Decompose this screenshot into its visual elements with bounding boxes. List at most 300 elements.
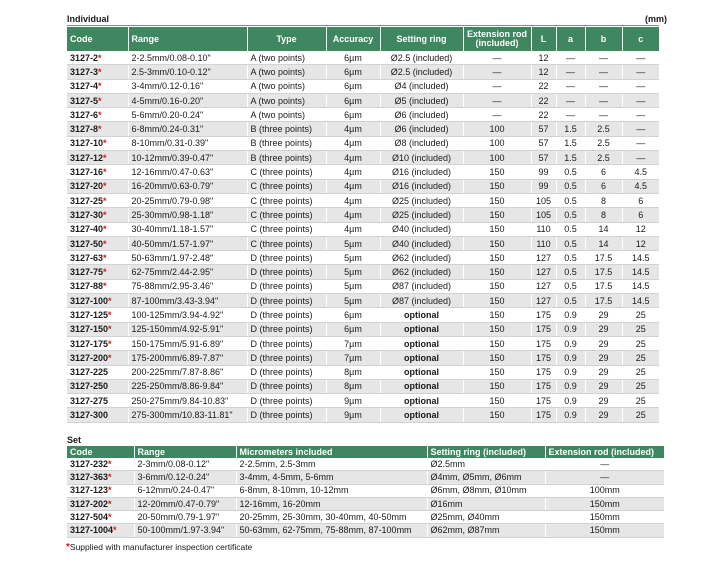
header-b: b: [585, 27, 622, 51]
code-cell: [67, 236, 128, 250]
type-cell: D (three points): [247, 365, 326, 379]
setting-ring-cell: Ø16 (included): [380, 165, 463, 179]
a-cell: 0.5: [556, 294, 585, 308]
certificate-star: *: [108, 511, 112, 522]
code-text: 3127-50: [70, 238, 104, 249]
b-cell: 2.5: [585, 136, 622, 150]
type-cell: D (three points): [247, 336, 326, 350]
L-cell: 22: [531, 79, 556, 93]
b-cell: 29: [585, 308, 622, 322]
type-cell: C (three points): [247, 179, 326, 193]
accuracy-cell: 4µm: [326, 165, 380, 179]
code-text: 3127-16: [70, 167, 104, 178]
extension-rod-cell: 150: [463, 394, 531, 408]
a-cell: 0.9: [556, 408, 585, 422]
L-cell: 12: [531, 65, 556, 79]
b-cell: 29: [585, 379, 622, 393]
accuracy-cell: 6µm: [326, 322, 380, 336]
b-cell: 17.5: [585, 265, 622, 279]
setting-ring-cell: Ø8 (included): [380, 136, 463, 150]
extension-rod-cell: 150: [463, 208, 531, 222]
c-cell: —: [622, 136, 659, 150]
code-text: 3127-200: [70, 352, 109, 363]
accuracy-cell: 7µm: [326, 351, 380, 365]
table-row: [67, 51, 659, 65]
set-header-setting-ring: Setting ring (included): [427, 446, 545, 458]
type-cell: D (three points): [247, 265, 326, 279]
table-row: [67, 93, 659, 107]
a-cell: 0.9: [556, 322, 585, 336]
c-cell: 6: [622, 208, 659, 222]
code-cell: [67, 151, 128, 165]
type-cell: D (three points): [247, 251, 326, 265]
c-cell: —: [622, 151, 659, 165]
type-cell: C (three points): [247, 193, 326, 207]
L-cell: 175: [531, 365, 556, 379]
L-cell: 175: [531, 379, 556, 393]
a-cell: 0.9: [556, 394, 585, 408]
set-micrometers-cell: 6-8mm, 8-10mm, 10-12mm: [236, 484, 427, 497]
certificate-star: *: [103, 195, 107, 206]
b-cell: 29: [585, 408, 622, 422]
accuracy-cell: 6µm: [326, 65, 380, 79]
table-row: [67, 236, 659, 250]
set-table: [67, 446, 664, 538]
b-cell: 6: [585, 179, 622, 193]
certificate-star: *: [103, 224, 107, 235]
set-setting-ring-cell: Ø4mm, Ø5mm, Ø6mm: [427, 471, 545, 484]
set-micrometers-cell: 50-63mm, 62-75mm, 75-88mm, 87-100mm: [236, 524, 427, 537]
code-text: 3127-3: [70, 66, 99, 77]
setting-ring-cell: Ø2.5 (included): [380, 51, 463, 65]
setting-ring-cell: optional: [380, 408, 463, 422]
set-setting-ring-cell: Ø16mm: [427, 497, 545, 510]
code-text: 3127-8: [70, 124, 99, 135]
accuracy-cell: 6µm: [326, 51, 380, 65]
a-cell: —: [556, 51, 585, 65]
L-cell: 127: [531, 294, 556, 308]
extension-rod-cell: 150: [463, 336, 531, 350]
set-code-text: 3127-202: [70, 498, 109, 509]
unit-label: (mm): [645, 14, 667, 24]
footnote-star: *: [66, 542, 70, 553]
extension-rod-cell: 150: [463, 165, 531, 179]
extension-rod-cell: 150: [463, 222, 531, 236]
header-type: Type: [247, 27, 326, 51]
set-extension-rod-cell: 150mm: [545, 497, 664, 510]
c-cell: 25: [622, 379, 659, 393]
code-text: 3127-150: [70, 324, 109, 335]
set-range-cell: 20-50mm/0.79-1.97": [134, 511, 236, 524]
set-code-text: 3127-1004: [70, 525, 114, 536]
individual-divider: [67, 25, 659, 26]
range-cell: 75-88mm/2.95-3.46": [128, 279, 247, 293]
range-cell: 20-25mm/0.79-0.98": [128, 193, 247, 207]
range-cell: 150-175mm/5.91-6.89": [128, 336, 247, 350]
a-cell: 0.5: [556, 279, 585, 293]
c-cell: 25: [622, 336, 659, 350]
setting-ring-cell: optional: [380, 336, 463, 350]
type-cell: D (three points): [247, 351, 326, 365]
set-micrometers-cell: 3-4mm, 4-5mm, 5-6mm: [236, 471, 427, 484]
table-row: [67, 122, 659, 136]
certificate-star: *: [108, 309, 112, 320]
setting-ring-cell: Ø6 (included): [380, 108, 463, 122]
range-cell: 4-5mm/0.16-0.20": [128, 93, 247, 107]
header-range: Range: [128, 27, 247, 51]
code-text: 3127-250: [70, 381, 109, 392]
certificate-star: *: [98, 81, 102, 92]
accuracy-cell: 4µm: [326, 122, 380, 136]
table-row: [67, 308, 659, 322]
accuracy-cell: 4µm: [326, 222, 380, 236]
type-cell: D (three points): [247, 322, 326, 336]
setting-ring-cell: Ø5 (included): [380, 93, 463, 107]
range-cell: 275-300mm/10.83-11.81": [128, 408, 247, 422]
setting-ring-cell: Ø25 (included): [380, 208, 463, 222]
L-cell: 110: [531, 236, 556, 250]
code-cell: [67, 351, 128, 365]
type-cell: C (three points): [247, 236, 326, 250]
accuracy-cell: 5µm: [326, 251, 380, 265]
range-cell: 62-75mm/2.44-2.95": [128, 265, 247, 279]
certificate-star: *: [103, 181, 107, 192]
individual-section-title: Individual: [67, 14, 110, 24]
c-cell: —: [622, 79, 659, 93]
table-row: [67, 471, 664, 484]
a-cell: —: [556, 79, 585, 93]
c-cell: 14.5: [622, 265, 659, 279]
accuracy-cell: 4µm: [326, 193, 380, 207]
code-text: 3127-63: [70, 252, 104, 263]
table-row: [67, 265, 659, 279]
extension-rod-cell: 100: [463, 122, 531, 136]
c-cell: —: [622, 65, 659, 79]
extension-rod-cell: 150: [463, 279, 531, 293]
table-row: [67, 151, 659, 165]
code-cell: [67, 122, 128, 136]
header-accuracy: Accuracy: [326, 27, 380, 51]
code-text: 3127-30: [70, 209, 104, 220]
code-cell: [67, 208, 128, 222]
certificate-star: *: [108, 471, 112, 482]
extension-rod-cell: 150: [463, 365, 531, 379]
code-cell: [67, 65, 128, 79]
extension-rod-cell: 150: [463, 251, 531, 265]
code-text: 3127-5: [70, 95, 99, 106]
range-cell: 3-4mm/0.12-0.16": [128, 79, 247, 93]
setting-ring-cell: Ø87 (included): [380, 279, 463, 293]
table-row: [67, 458, 664, 471]
table-row: [67, 408, 659, 422]
c-cell: 12: [622, 222, 659, 236]
range-cell: 30-40mm/1.18-1.57": [128, 222, 247, 236]
b-cell: —: [585, 93, 622, 107]
set-section-title: Set: [67, 435, 82, 445]
b-cell: —: [585, 108, 622, 122]
certificate-star: *: [108, 295, 112, 306]
header-setting-ring: Setting ring: [380, 27, 463, 51]
code-text: 3127-100: [70, 295, 109, 306]
c-cell: 25: [622, 351, 659, 365]
a-cell: 1.5: [556, 151, 585, 165]
L-cell: 99: [531, 179, 556, 193]
L-cell: 175: [531, 408, 556, 422]
L-cell: 99: [531, 165, 556, 179]
extension-rod-cell: 150: [463, 179, 531, 193]
L-cell: 57: [531, 151, 556, 165]
a-cell: 0.9: [556, 379, 585, 393]
table-row: [67, 222, 659, 236]
certificate-star: *: [108, 338, 112, 349]
setting-ring-cell: Ø16 (included): [380, 179, 463, 193]
table-row: [67, 351, 659, 365]
set-code-cell: [67, 484, 134, 497]
a-cell: 0.5: [556, 179, 585, 193]
range-cell: 125-150mm/4.92-5.91": [128, 322, 247, 336]
table-row: [67, 251, 659, 265]
code-cell: [67, 308, 128, 322]
table-row: [67, 279, 659, 293]
type-cell: A (two points): [247, 93, 326, 107]
b-cell: 29: [585, 322, 622, 336]
L-cell: 105: [531, 208, 556, 222]
L-cell: 57: [531, 122, 556, 136]
table-row: [67, 524, 664, 537]
certificate-star: *: [108, 352, 112, 363]
set-micrometers-cell: 2-2.5mm, 2.5-3mm: [236, 458, 427, 471]
L-cell: 105: [531, 193, 556, 207]
a-cell: 0.5: [556, 208, 585, 222]
accuracy-cell: 5µm: [326, 236, 380, 250]
certificate-star: *: [103, 238, 107, 249]
set-setting-ring-cell: Ø2.5mm: [427, 458, 545, 471]
accuracy-cell: 4µm: [326, 136, 380, 150]
code-text: 3127-10: [70, 138, 104, 149]
b-cell: 17.5: [585, 279, 622, 293]
b-cell: 2.5: [585, 122, 622, 136]
code-cell: [67, 193, 128, 207]
code-text: 3127-125: [70, 309, 109, 320]
c-cell: 12: [622, 236, 659, 250]
L-cell: 127: [531, 251, 556, 265]
code-cell: [67, 165, 128, 179]
accuracy-cell: 7µm: [326, 336, 380, 350]
accuracy-cell: 6µm: [326, 79, 380, 93]
extension-rod-cell: 150: [463, 236, 531, 250]
extension-rod-cell: 150: [463, 408, 531, 422]
setting-ring-cell: optional: [380, 365, 463, 379]
set-extension-rod-cell: —: [545, 471, 664, 484]
c-cell: 25: [622, 322, 659, 336]
extension-rod-cell: —: [463, 65, 531, 79]
code-text: 3127-25: [70, 195, 104, 206]
a-cell: 0.5: [556, 193, 585, 207]
set-code-text: 3127-232: [70, 458, 109, 469]
table-row: [67, 365, 659, 379]
setting-ring-cell: Ø62 (included): [380, 265, 463, 279]
code-cell: [67, 279, 128, 293]
accuracy-cell: 4µm: [326, 179, 380, 193]
type-cell: D (three points): [247, 408, 326, 422]
L-cell: 127: [531, 279, 556, 293]
extension-rod-cell: 150: [463, 351, 531, 365]
setting-ring-cell: Ø40 (included): [380, 222, 463, 236]
set-setting-ring-cell: Ø62mm, Ø87mm: [427, 524, 545, 537]
certificate-star: *: [98, 109, 102, 120]
L-cell: 22: [531, 93, 556, 107]
set-code-text: 3127-123: [70, 485, 109, 496]
type-cell: A (two points): [247, 51, 326, 65]
c-cell: —: [622, 108, 659, 122]
code-cell: [67, 265, 128, 279]
code-text: 3127-88: [70, 281, 104, 292]
table-row: [67, 497, 664, 510]
code-cell: [67, 79, 128, 93]
c-cell: —: [622, 51, 659, 65]
type-cell: D (three points): [247, 379, 326, 393]
code-cell: [67, 322, 128, 336]
table-row: [67, 511, 664, 524]
accuracy-cell: 6µm: [326, 308, 380, 322]
header-a: a: [556, 27, 585, 51]
certificate-star: *: [103, 138, 107, 149]
b-cell: —: [585, 51, 622, 65]
setting-ring-cell: Ø25 (included): [380, 193, 463, 207]
L-cell: 175: [531, 308, 556, 322]
b-cell: 14: [585, 236, 622, 250]
L-cell: 175: [531, 322, 556, 336]
c-cell: —: [622, 122, 659, 136]
code-text: 3127-4: [70, 81, 99, 92]
code-cell: [67, 408, 128, 422]
c-cell: 4.5: [622, 165, 659, 179]
extension-rod-cell: 150: [463, 308, 531, 322]
type-cell: B (three points): [247, 136, 326, 150]
range-cell: 2.5-3mm/0.10-0.12": [128, 65, 247, 79]
a-cell: 0.5: [556, 165, 585, 179]
a-cell: 0.9: [556, 308, 585, 322]
L-cell: 22: [531, 108, 556, 122]
a-cell: 1.5: [556, 122, 585, 136]
individual-header-row: [67, 27, 659, 51]
L-cell: 57: [531, 136, 556, 150]
certificate-star: *: [108, 458, 112, 469]
accuracy-cell: 8µm: [326, 365, 380, 379]
L-cell: 175: [531, 394, 556, 408]
c-cell: 25: [622, 365, 659, 379]
range-cell: 10-12mm/0.39-0.47": [128, 151, 247, 165]
set-extension-rod-cell: 100mm: [545, 484, 664, 497]
set-header-micrometers: Micrometers included: [236, 446, 427, 458]
b-cell: 29: [585, 365, 622, 379]
certificate-star: *: [103, 281, 107, 292]
set-range-cell: 2-3mm/0.08-0.12": [134, 458, 236, 471]
setting-ring-cell: Ø87 (included): [380, 294, 463, 308]
certificate-star: *: [103, 252, 107, 263]
certificate-star: *: [98, 52, 102, 63]
range-cell: 175-200mm/6.89-7.87": [128, 351, 247, 365]
code-text: 3127-6: [70, 109, 99, 120]
certificate-star: *: [103, 209, 107, 220]
table-row: [67, 294, 659, 308]
individual-title-row: [67, 13, 667, 25]
b-cell: 29: [585, 351, 622, 365]
set-header-extension-rod: Extension rod (included): [545, 446, 664, 458]
b-cell: —: [585, 65, 622, 79]
range-cell: 250-275mm/9.84-10.83": [128, 394, 247, 408]
accuracy-cell: 4µm: [326, 208, 380, 222]
code-text: 3127-20: [70, 181, 104, 192]
footnote: [66, 542, 252, 553]
c-cell: 25: [622, 408, 659, 422]
type-cell: C (three points): [247, 165, 326, 179]
b-cell: —: [585, 79, 622, 93]
L-cell: 12: [531, 51, 556, 65]
accuracy-cell: 9µm: [326, 394, 380, 408]
set-range-cell: 50-100mm/1.97-3.94": [134, 524, 236, 537]
table-row: [67, 394, 659, 408]
type-cell: B (three points): [247, 151, 326, 165]
table-row: [67, 322, 659, 336]
c-cell: 4.5: [622, 179, 659, 193]
type-cell: D (three points): [247, 294, 326, 308]
certificate-star: *: [103, 152, 107, 163]
setting-ring-cell: optional: [380, 351, 463, 365]
a-cell: 0.9: [556, 365, 585, 379]
code-cell: [67, 108, 128, 122]
a-cell: 0.5: [556, 265, 585, 279]
certificate-star: *: [98, 66, 102, 77]
extension-rod-cell: —: [463, 79, 531, 93]
code-cell: [67, 251, 128, 265]
set-code-cell: [67, 471, 134, 484]
a-cell: 0.5: [556, 251, 585, 265]
type-cell: A (two points): [247, 79, 326, 93]
header-L: L: [531, 27, 556, 51]
setting-ring-cell: Ø62 (included): [380, 251, 463, 265]
code-cell: [67, 222, 128, 236]
accuracy-cell: 5µm: [326, 279, 380, 293]
certificate-star: *: [98, 124, 102, 135]
b-cell: 29: [585, 394, 622, 408]
certificate-star: *: [113, 525, 117, 536]
extension-rod-cell: —: [463, 93, 531, 107]
certificate-star: *: [108, 324, 112, 335]
setting-ring-cell: Ø6 (included): [380, 122, 463, 136]
L-cell: 127: [531, 265, 556, 279]
table-row: [67, 179, 659, 193]
range-cell: 200-225mm/7.87-8.86": [128, 365, 247, 379]
type-cell: A (two points): [247, 65, 326, 79]
type-cell: B (three points): [247, 122, 326, 136]
accuracy-cell: 6µm: [326, 93, 380, 107]
a-cell: —: [556, 65, 585, 79]
table-row: [67, 108, 659, 122]
table-row: [67, 336, 659, 350]
L-cell: 175: [531, 336, 556, 350]
b-cell: 17.5: [585, 294, 622, 308]
certificate-star: *: [108, 498, 112, 509]
c-cell: 25: [622, 308, 659, 322]
accuracy-cell: 8µm: [326, 379, 380, 393]
extension-rod-cell: 150: [463, 193, 531, 207]
code-cell: [67, 136, 128, 150]
c-cell: 14.5: [622, 251, 659, 265]
setting-ring-cell: Ø40 (included): [380, 236, 463, 250]
a-cell: 0.9: [556, 336, 585, 350]
L-cell: 175: [531, 351, 556, 365]
